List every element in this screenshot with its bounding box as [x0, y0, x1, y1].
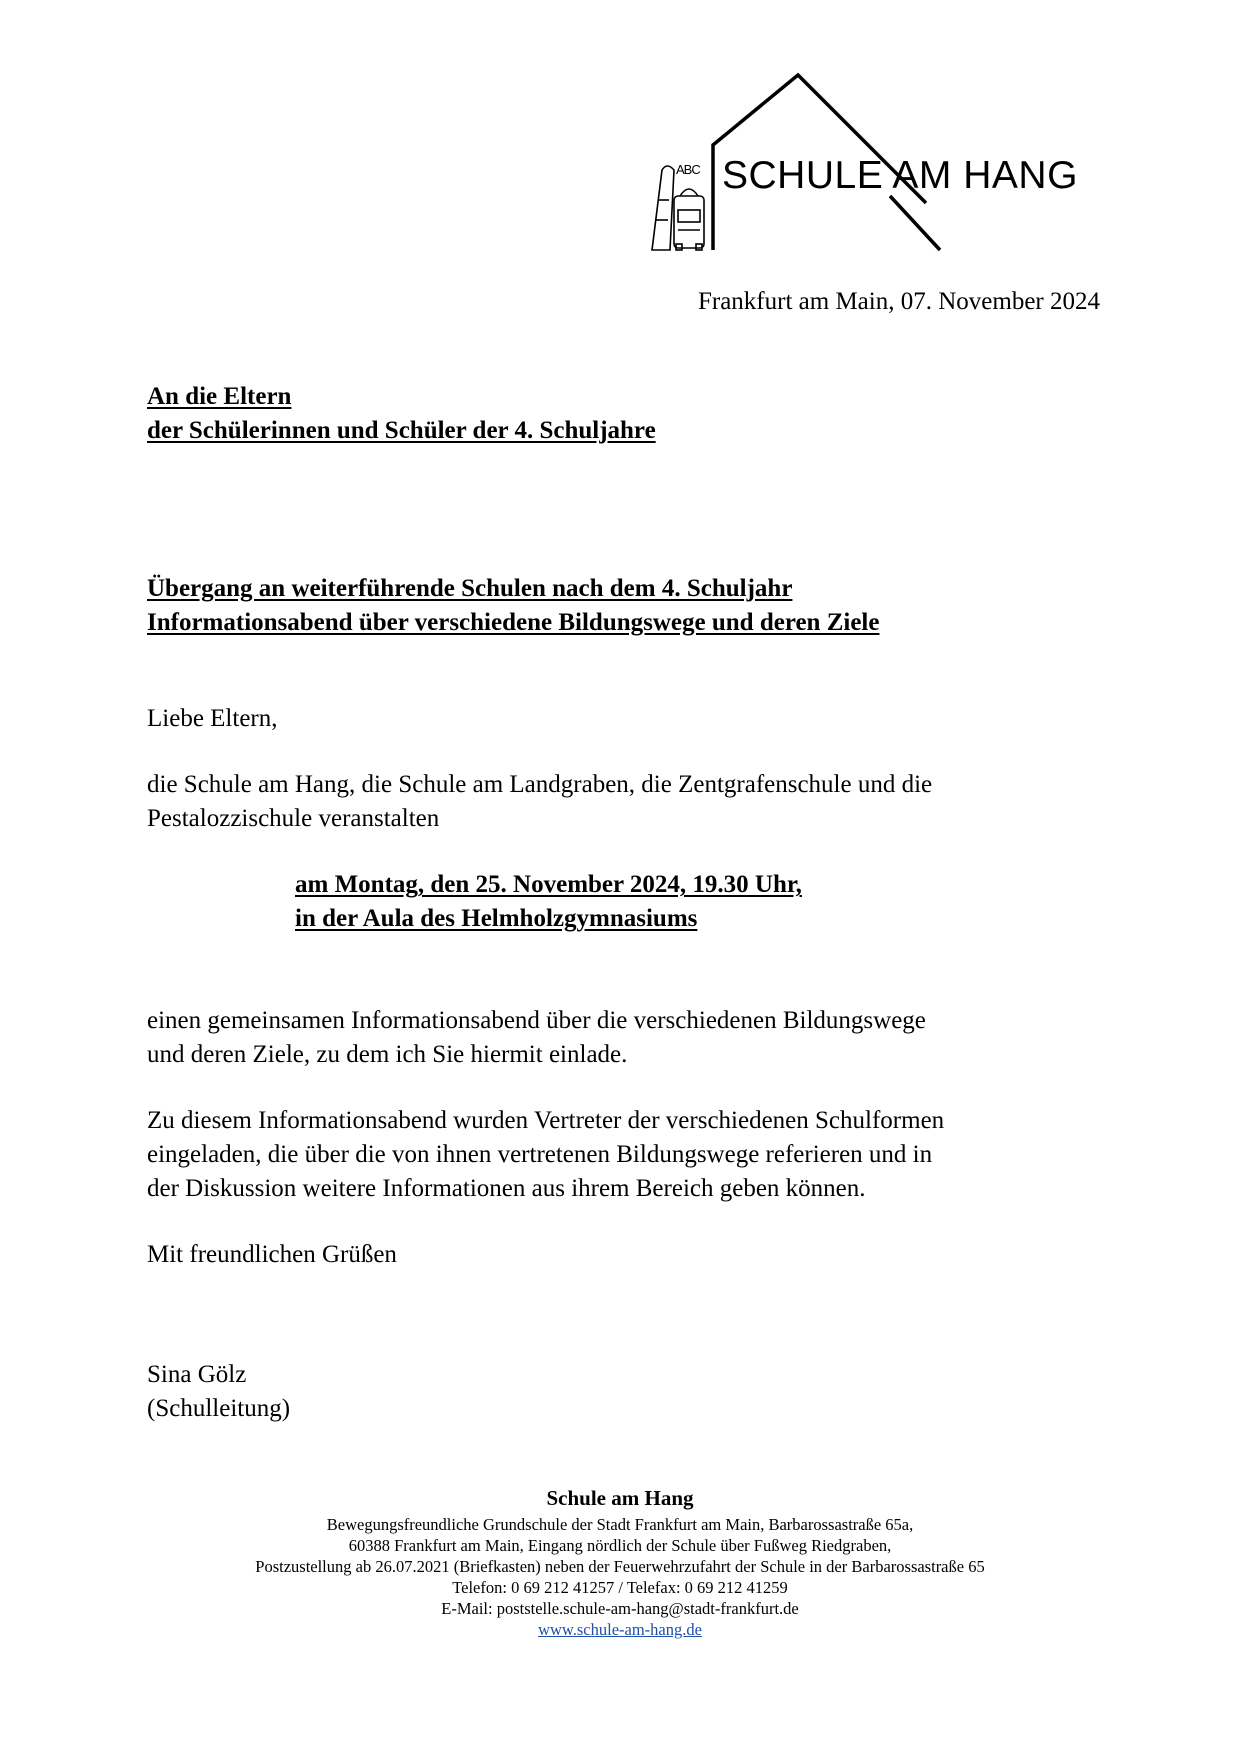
- event-location: in der Aula des Helmholzgymnasiums: [295, 905, 698, 932]
- recipient-line-1: An die Eltern: [147, 383, 292, 410]
- footer-school-name: Schule am Hang: [546, 1486, 694, 1510]
- signature-name: Sina Gölz: [147, 1361, 247, 1388]
- intro-line-2: Pestalozzischule veranstalten: [147, 805, 440, 832]
- footer-postal-note: Postzustellung ab 26.07.2021 (Briefkasten) neben der Feuerwehrzufahrt der Schule in der Barbarossastraße 65: [255, 1557, 985, 1576]
- footer-email: E-Mail: poststelle.schule-am-hang@stadt-frankfurt.de: [441, 1599, 799, 1618]
- letter-date: Frankfurt am Main, 07. November 2024: [697, 288, 1100, 315]
- abc-mark: ABC: [676, 162, 700, 177]
- event-datetime: am Montag, den 25. November 2024, 19.30 Uhr,: [295, 871, 802, 898]
- intro-line-1: die Schule am Hang, die Schule am Landgraben, die Zentgrafenschule und die: [147, 771, 933, 798]
- website-link[interactable]: www.schule-am-hang.de: [538, 1620, 702, 1639]
- subject-line-1: Übergang an weiterführende Schulen nach dem 4. Schuljahr: [147, 575, 793, 602]
- footer-website-row: [0, 1619, 1240, 1640]
- paragraph-1-line-1: einen gemeinsamen Informationsabend über die verschiedenen Bildungswege: [147, 1007, 926, 1034]
- recipient-line-2: der Schülerinnen und Schüler der 4. Schuljahre: [147, 417, 656, 444]
- footer-address-line-2: 60388 Frankfurt am Main, Eingang nördlich der Schule über Fußweg Riedgraben,: [348, 1536, 892, 1555]
- signature-role: (Schulleitung): [147, 1395, 291, 1422]
- paragraph-2-line-2: eingeladen, die über die von ihnen vertretenen Bildungswege referieren und in: [147, 1141, 933, 1168]
- paragraph-2-line-1: Zu diesem Informationsabend wurden Vertreter der verschiedenen Schulformen: [147, 1107, 945, 1134]
- footer-phone: Telefon: 0 69 212 41257 / Telefax: 0 69 212 41259: [452, 1578, 788, 1597]
- school-logo: [640, 70, 1110, 260]
- subject-line-2: Informationsabend über verschiedene Bildungswege und deren Ziele: [147, 609, 880, 636]
- closing: Mit freundlichen Grüßen: [147, 1241, 397, 1268]
- salutation: Liebe Eltern,: [147, 705, 278, 732]
- school-bag-icon: [652, 166, 704, 250]
- paragraph-2-line-3: der Diskussion weitere Informationen aus ihrem Bereich geben können.: [147, 1175, 866, 1202]
- logo-wordmark: SCHULE AM HANG: [722, 154, 1078, 197]
- paragraph-1-line-2: und deren Ziele, zu dem ich Sie hiermit einlade.: [147, 1041, 628, 1068]
- footer-address-line-1: Bewegungsfreundliche Grundschule der Stadt Frankfurt am Main, Barbarossastraße 65a,: [326, 1515, 914, 1534]
